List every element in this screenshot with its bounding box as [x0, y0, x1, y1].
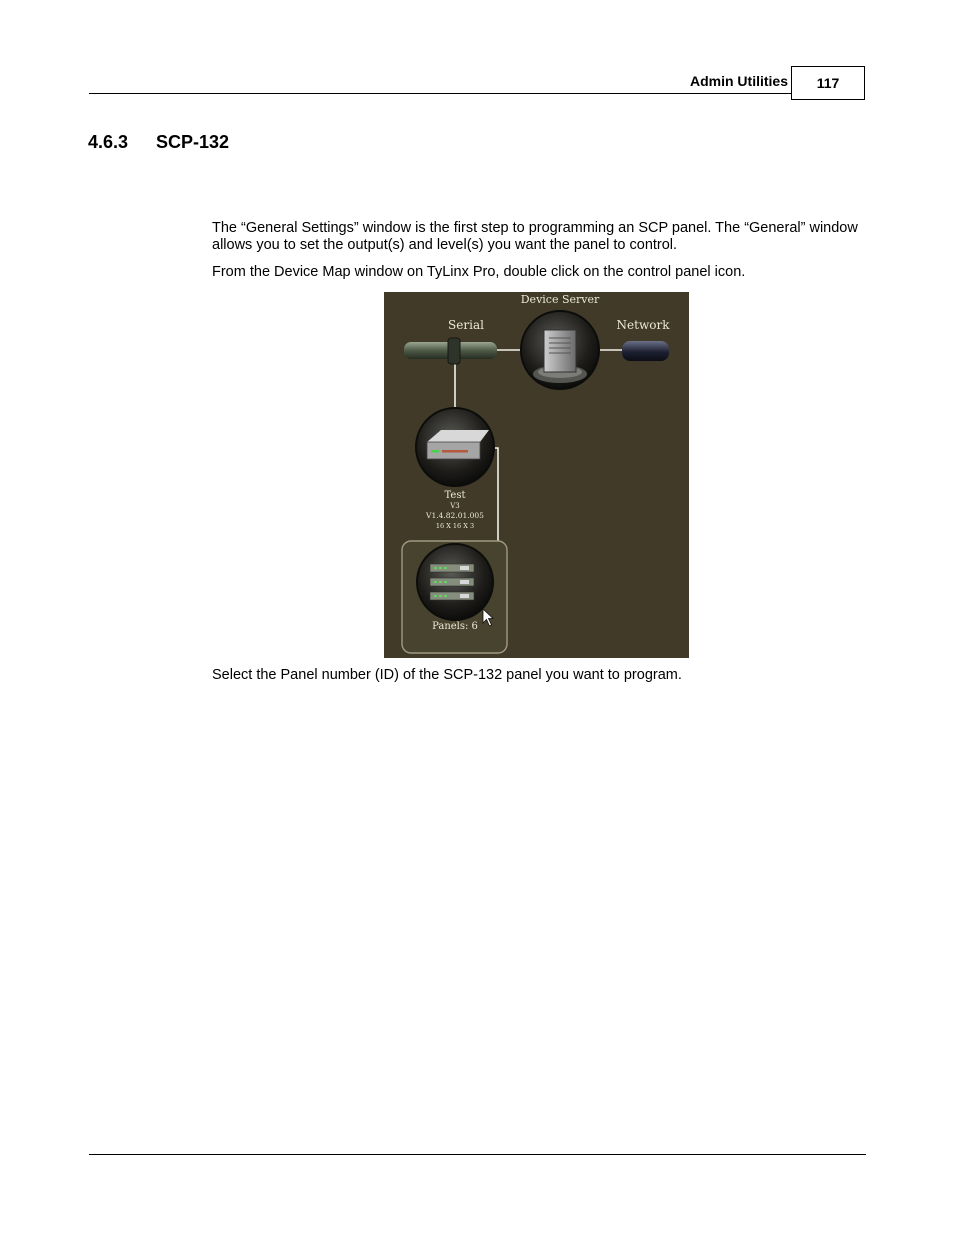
header-rule: [89, 93, 791, 94]
intro-paragraph: The “General Settings” window is the first step to programming an SCP panel. The “General” window allows you to set the output(s) and level(s) you want the panel to control.: [212, 220, 858, 253]
control-panels-icon[interactable]: [402, 541, 507, 653]
router-info-3: 16 X 16 X 3: [435, 522, 475, 530]
section-heading: [88, 132, 229, 153]
select-paragraph: Select the Panel number (ID) of the SCP-132 panel you want to program.: [212, 667, 682, 683]
device-server-label: Device Server: [520, 293, 600, 306]
page-number: 117: [791, 66, 865, 100]
device-map-screenshot: [384, 292, 689, 658]
network-label: Network: [616, 318, 670, 332]
section-number: 4.6.3: [88, 132, 129, 152]
serial-bus-icon[interactable]: [404, 338, 497, 364]
instruction-paragraph: From the Device Map window on TyLinx Pro, double click on the control panel icon.: [212, 264, 746, 280]
device-server-icon[interactable]: [521, 311, 599, 389]
network-icon[interactable]: [622, 341, 669, 361]
router-name: Test: [444, 490, 466, 501]
router-info-1: V3: [450, 502, 460, 510]
header-section-name: Admin Utilities: [689, 73, 788, 89]
footer-rule: [89, 1154, 866, 1155]
router-info-2: V1.4.82.01.005: [426, 511, 484, 520]
panels-label: Panels: 6: [432, 621, 478, 632]
serial-label: Serial: [448, 318, 484, 332]
section-title: SCP-132: [156, 132, 230, 152]
router-icon[interactable]: [416, 408, 494, 486]
